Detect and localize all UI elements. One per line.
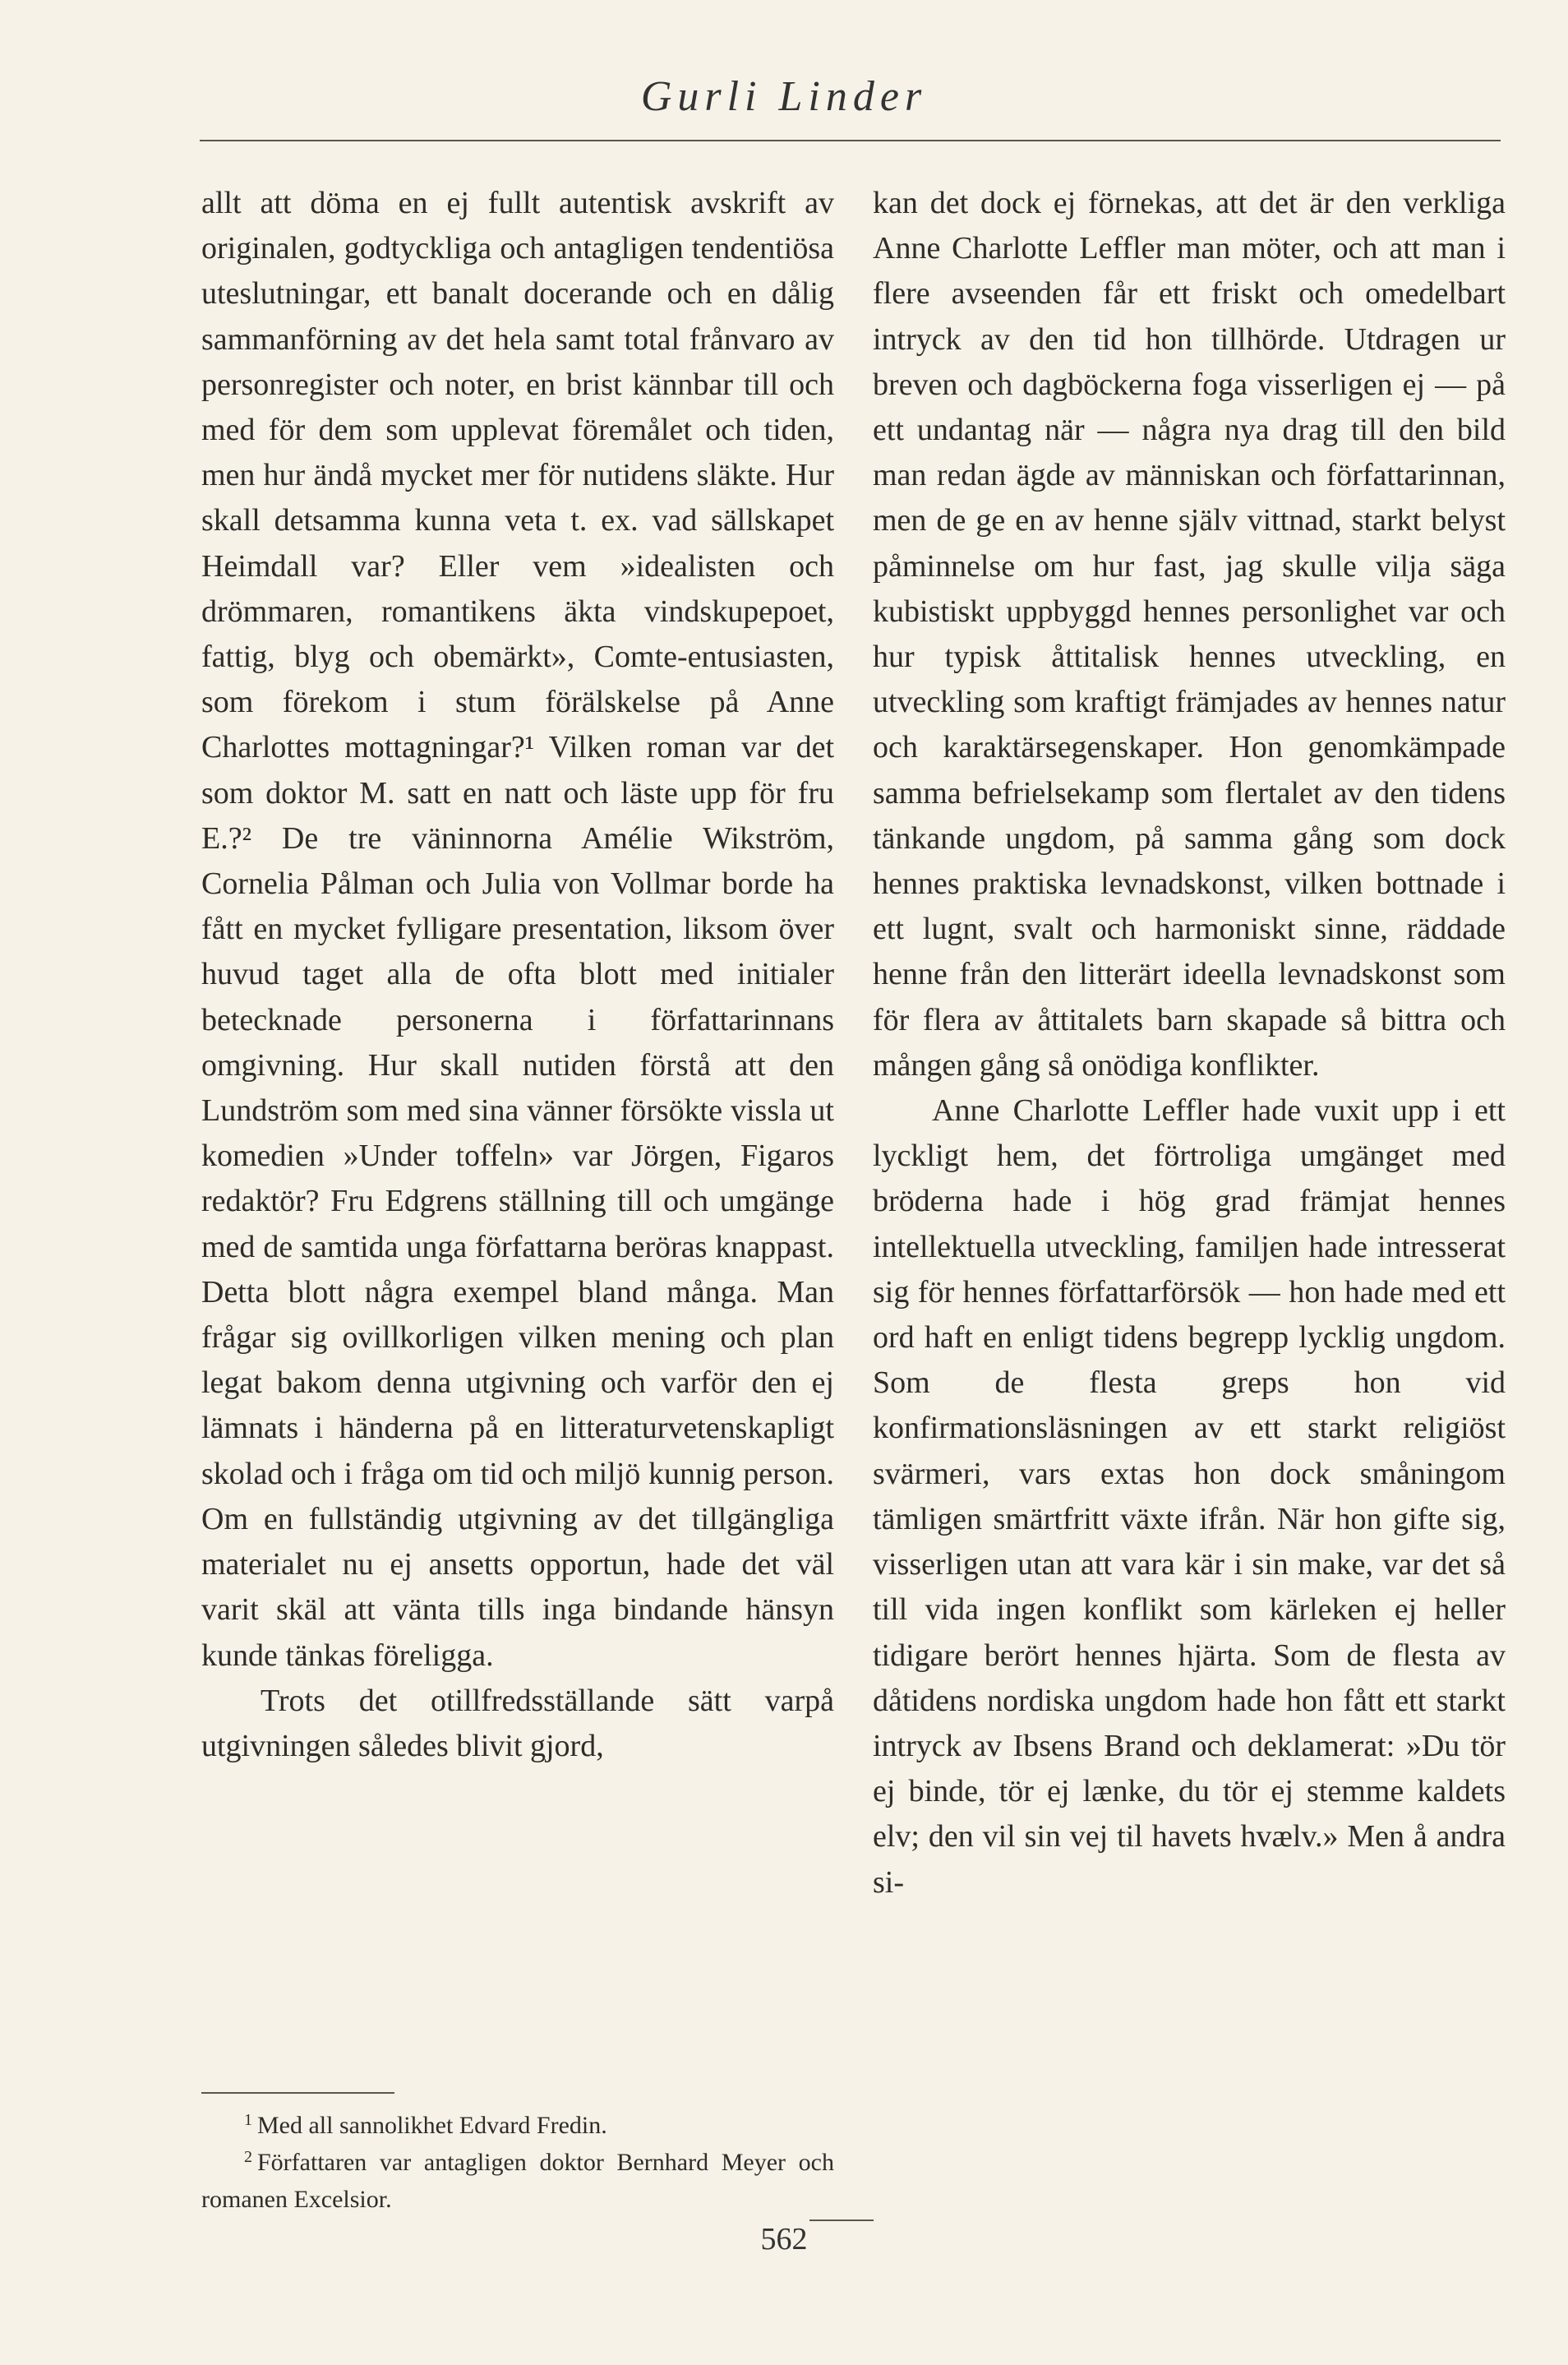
- right-paragraph-2: Anne Charlotte Leffler hade vuxit upp i ett lyckligt hem, det förtroliga umgänget med bröderna hade i hög grad främjat hennes intellektuella utveckling, familjen hade intresserat sig för hennes författarförsök — hon hade med ett ord haft en enligt tidens begrepp lycklig ungdom. Som de flesta greps hon vid konfirmationsläsningen av ett starkt religiöst svärmeri, vars extas hon dock småningom tämligen smärtfritt växte ifrån. När hon gifte sig, visserligen utan att vara kär i sin make, var det så till vida ingen konflikt som kärleken ej heller tidigare berört hennes hjärta. Som de flesta av dåtidens nordiska ungdom hade hon fått ett starkt intryck av Ibsens Brand och deklamerat: »Du tör ej binde, tör ej lænke, du tör ej stemme kaldets elv; den vil sin vej til havets hvælv.» Men å andra si-: [873, 1093, 1506, 1900]
- header-title: Gurli Linder: [640, 73, 928, 120]
- footnote-rule: [201, 2092, 394, 2094]
- footnote-text: Författaren var antagligen doktor Bernhard Meyer och romanen Excelsior.: [201, 2149, 834, 2213]
- right-paragraph-1: kan det dock ej förnekas, att det är den verkliga Anne Charlotte Leffler man möter, och att man i flere avseenden får ett friskt och omedelbart intryck av den tid hon tillhörde. Utdragen ur breven och dagböckerna foga visserligen ej — på ett undantag när — några nya drag till den bild man redan ägde av människan och författarinnan, men de ge en av henne själv vittnad, starkt belyst påminnelse om hur fast, jag skulle vilja säga kubistiskt uppbyggd hennes personlighet var och hur typisk åttitalisk hennes utveckling, en utveckling som kraftigt främjades av hennes natur och karaktärsegenskaper. Hon genomkämpade samma befrielsekamp som flertalet av den tidens tänkande ungdom, på samma gång som dock hennes praktiska levnadskonst, vilken bottnade i ett lugnt, svalt och harmoniskt sinne, räddade henne från den litterärt ideella levnadskonst som för flera av åttitalets barn skapade så bittra och mången gång så onödiga konflikter.: [873, 186, 1506, 1083]
- footnote-number: 1: [244, 2111, 252, 2129]
- header-rule: [200, 140, 1501, 141]
- left-paragraph-2: Trots det otillfredsställande sätt varpå utgivningen således blivit gjord,: [201, 1683, 834, 1763]
- left-paragraph-1: allt att döma en ej fullt autentisk avskrift av originalen, godtyckliga och antagligen tendentiösa uteslutningar, ett banalt docerande och en dålig sammanförning av det hela samt total frånvaro av personregister och noter, en brist kännbar till och med för dem som upplevat föremålet och tiden, men hur ändå mycket mer för nutidens släkte. Hur skall detsamma kunna veta t. ex. vad sällskapet Heimdall var? Eller vem »idealisten och drömmaren, romantikens äkta vindskupepoet, fattig, blyg och obemärkt», Comte-entusiasten, som förekom i stum förälskelse på Anne Charlottes mottagningar?¹ Vilken roman var det som doktor M. satt en natt och läste upp för fru E.?² De tre väninnorna Amélie Wikström, Cornelia Pålman och Julia von Vollmar borde ha fått en mycket fylligare presentation, liksom över huvud taget alla de ofta blott med initialer betecknade personerna i författarinnans omgivning. Hur skall nutiden förstå att den Lundström som med sina vänner försökte vissla ut komedien »Under toffeln» var Jörgen, Figaros redaktör? Fru Edgrens ställning till och umgänge med de samtida unga författarna beröras knappast. Detta blott några exempel bland många. Man frågar sig ovillkorligen vilken mening och plan legat bakom denna utgivning och varför den ej lämnats i händerna på en litteraturvetenskapligt skolad och i fråga om tid och miljö kunnig person. Om en fullständig utgivning av det tillgängliga materialet nu ej ansetts opportun, hade det väl varit skäl att vänta tills inga bindande hänsyn kunde tänkas föreligga.: [201, 186, 834, 1673]
- footnote-number: 2: [244, 2148, 252, 2166]
- footnote-text: Med all sannolikhet Edvard Fredin.: [257, 2112, 607, 2139]
- left-column: [201, 181, 834, 1769]
- page-number: 562: [760, 2222, 808, 2256]
- footnote: [201, 2109, 834, 2146]
- right-column: [873, 181, 1506, 1905]
- footnotes: [201, 2109, 834, 2217]
- running-header: [0, 72, 1568, 121]
- footnote: [201, 2146, 834, 2217]
